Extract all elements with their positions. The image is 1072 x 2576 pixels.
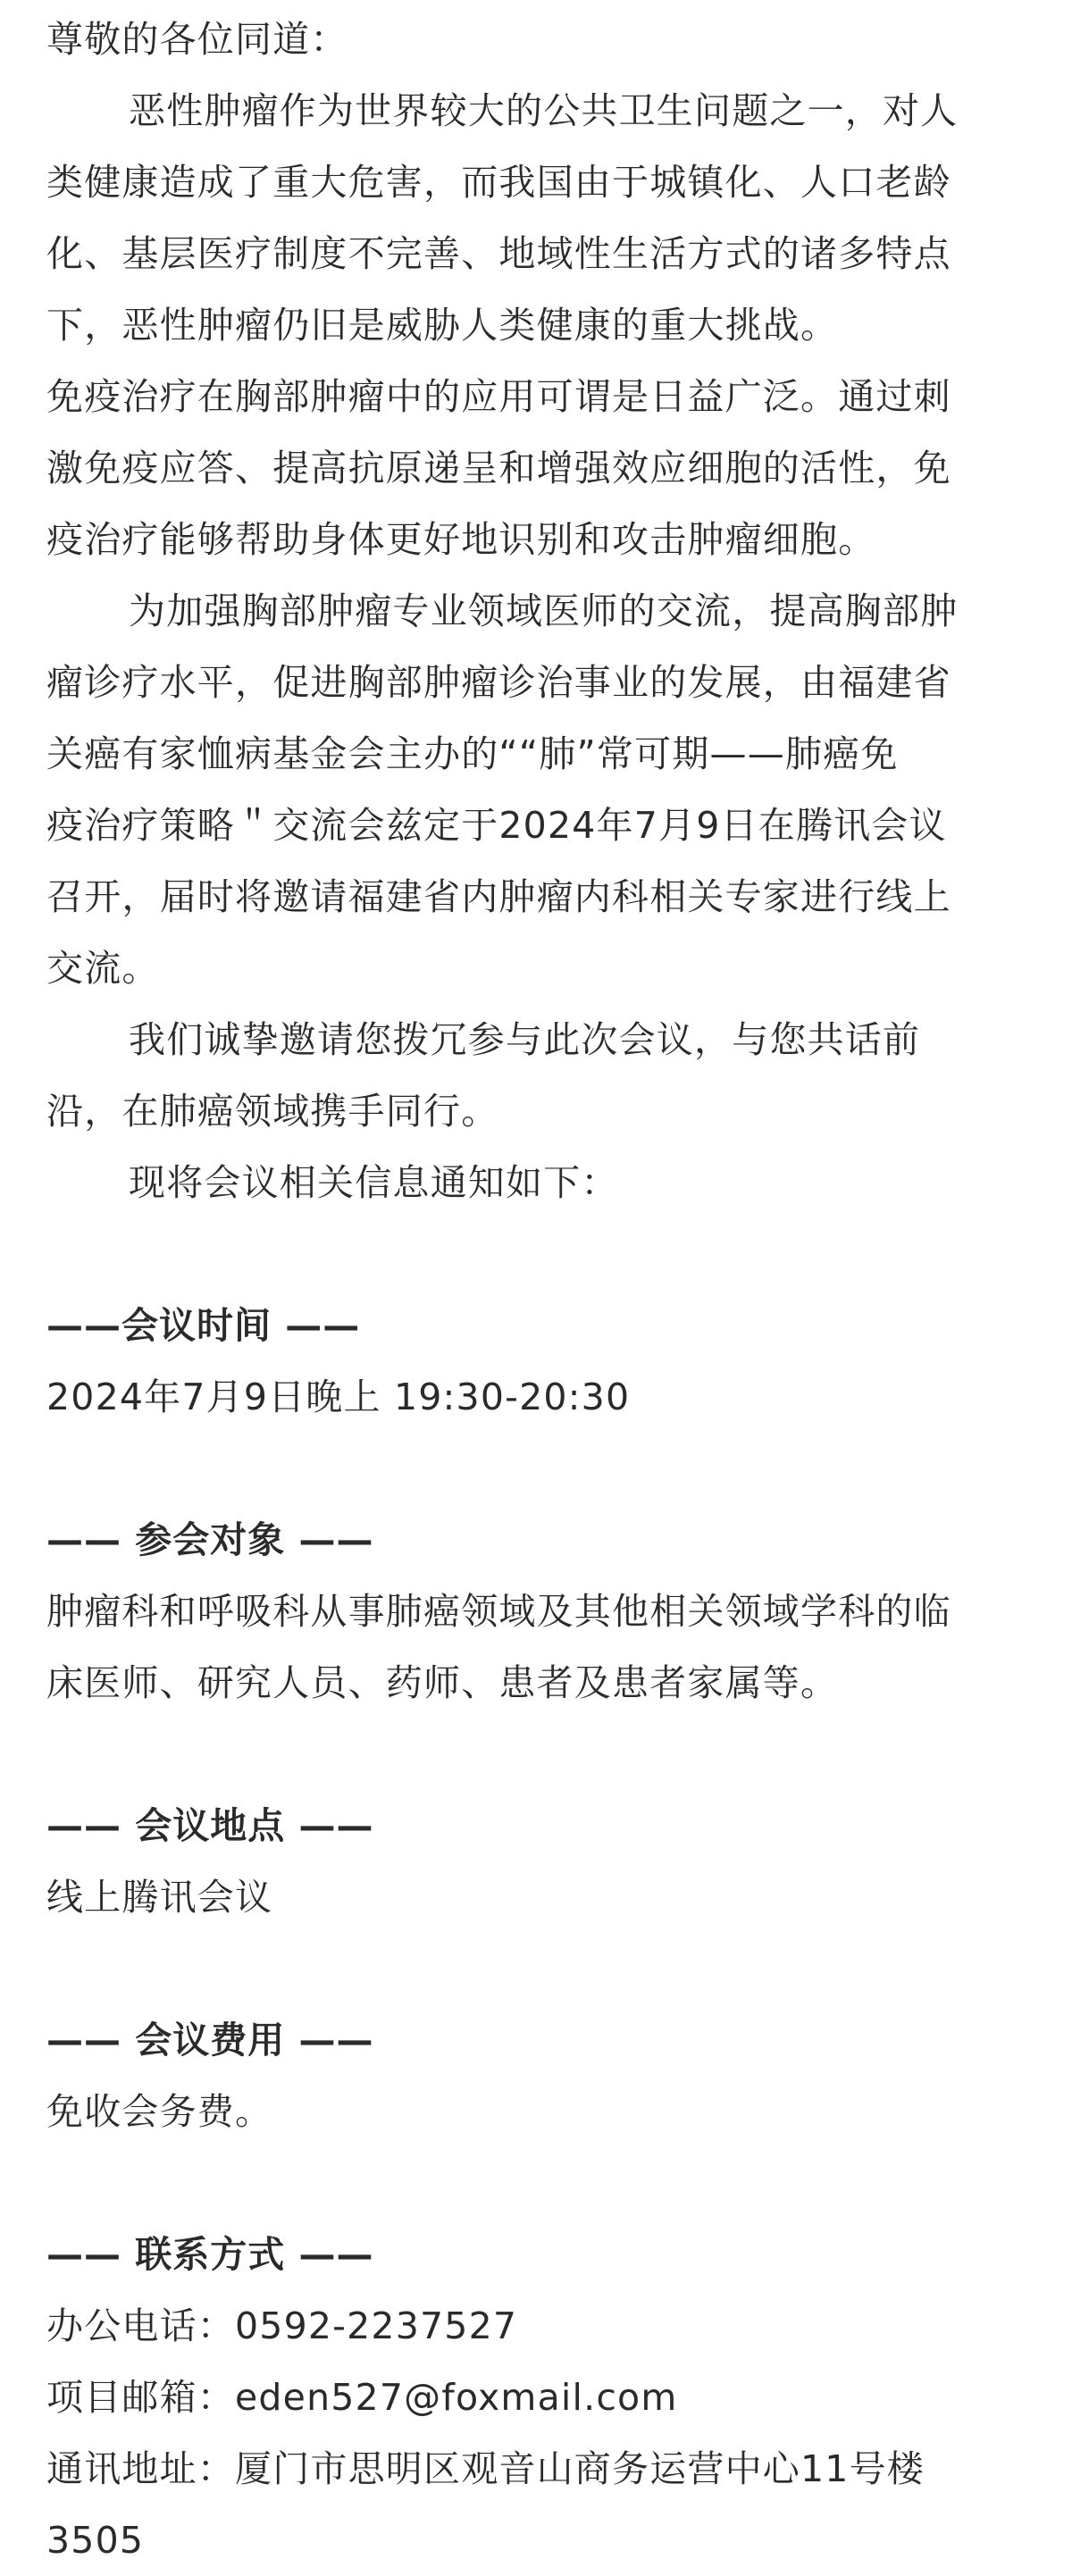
paragraph-line: 交流。 — [46, 947, 160, 990]
notice-intro-line: 现将会议相关信息通知如下： — [129, 1161, 619, 1204]
section-heading: —— 会议地点 —— — [46, 1804, 374, 1847]
greeting: 尊敬的各位同道： — [46, 18, 348, 61]
contact-address: 通讯地址：厦门市思明区观音山商务运营中心11号楼 — [46, 2447, 925, 2490]
paragraph-line: 疫治疗能够帮助身体更好地识别和攻击肿瘤细胞。 — [46, 518, 876, 561]
paragraph-line: 化、基层医疗制度不完善、地域性生活方式的诸多特点 — [46, 232, 951, 275]
section-contact — [46, 2219, 1026, 2576]
paragraph-line: 我们诚挚邀请您拨冗参与此次会议，与您共话前 — [129, 1018, 921, 1061]
contact-email: 项目邮箱：eden527@foxmail.com — [46, 2376, 678, 2419]
paragraph-line: 恶性肿瘤作为世界较大的公共卫生问题之一，对人 — [129, 89, 959, 132]
paragraph-line: 为加强胸部肿瘤专业领域医师的交流，提高胸部肿 — [129, 590, 959, 632]
intro-paragraph — [46, 75, 1026, 361]
audience-line: 床医师、研究人员、药师、患者及患者家属等。 — [46, 1661, 839, 1704]
contact-address-room: 3505 — [46, 2519, 145, 2562]
section-heading: ——会议时间 —— — [46, 1304, 361, 1347]
location-value: 线上腾讯会议 — [46, 1876, 273, 1919]
section-heading: —— 参会对象 —— — [46, 1518, 374, 1561]
notice-page — [0, 4, 1072, 2570]
paragraph-line: 召开，届时将邀请福建省内肿瘤内科相关专家进行线上 — [46, 875, 951, 918]
paragraph-line: 关癌有家恤病基金会主办的““肺”常可期——肺癌免 — [46, 732, 899, 775]
paragraph-line: 类健康造成了重大危害，而我国由于城镇化、人口老龄 — [46, 161, 951, 204]
audience-line: 肿瘤科和呼吸科从事肺癌领域及其他相关领域学科的临 — [46, 1590, 951, 1633]
section-heading: —— 联系方式 —— — [46, 2233, 374, 2276]
meeting-purpose-paragraph — [46, 575, 1026, 1004]
section-audience — [46, 1504, 1026, 1719]
fee-value: 免收会务费。 — [46, 2090, 273, 2133]
meeting-time-value: 2024年7月9日晚上 19:30-20:30 — [46, 1376, 631, 1418]
section-heading: —— 会议费用 —— — [46, 2019, 374, 2062]
section-fee — [46, 2004, 1026, 2147]
invitation-paragraph — [46, 1004, 1026, 1147]
immunotherapy-paragraph — [46, 361, 1026, 575]
paragraph-line: 免疫治疗在胸部肿瘤中的应用可谓是日益广泛。通过刺 — [46, 375, 951, 418]
section-meeting-time — [46, 1290, 1026, 1433]
contact-phone: 办公电话：0592-2237527 — [46, 2304, 518, 2347]
paragraph-line: 瘤诊疗水平，促进胸部肿瘤诊治事业的发展，由福建省 — [46, 661, 951, 704]
section-location — [46, 1790, 1026, 1933]
paragraph-line: 疫治疗策略＂交流会兹定于2024年7月9日在腾讯会议 — [46, 804, 947, 847]
paragraph-line: 下，恶性肿瘤仍旧是威胁人类健康的重大挑战。 — [46, 304, 839, 347]
paragraph-line: 沿，在肺癌领域携手同行。 — [46, 1090, 499, 1133]
paragraph-line: 激免疫应答、提高抗原递呈和增强效应细胞的活性，免 — [46, 447, 951, 489]
